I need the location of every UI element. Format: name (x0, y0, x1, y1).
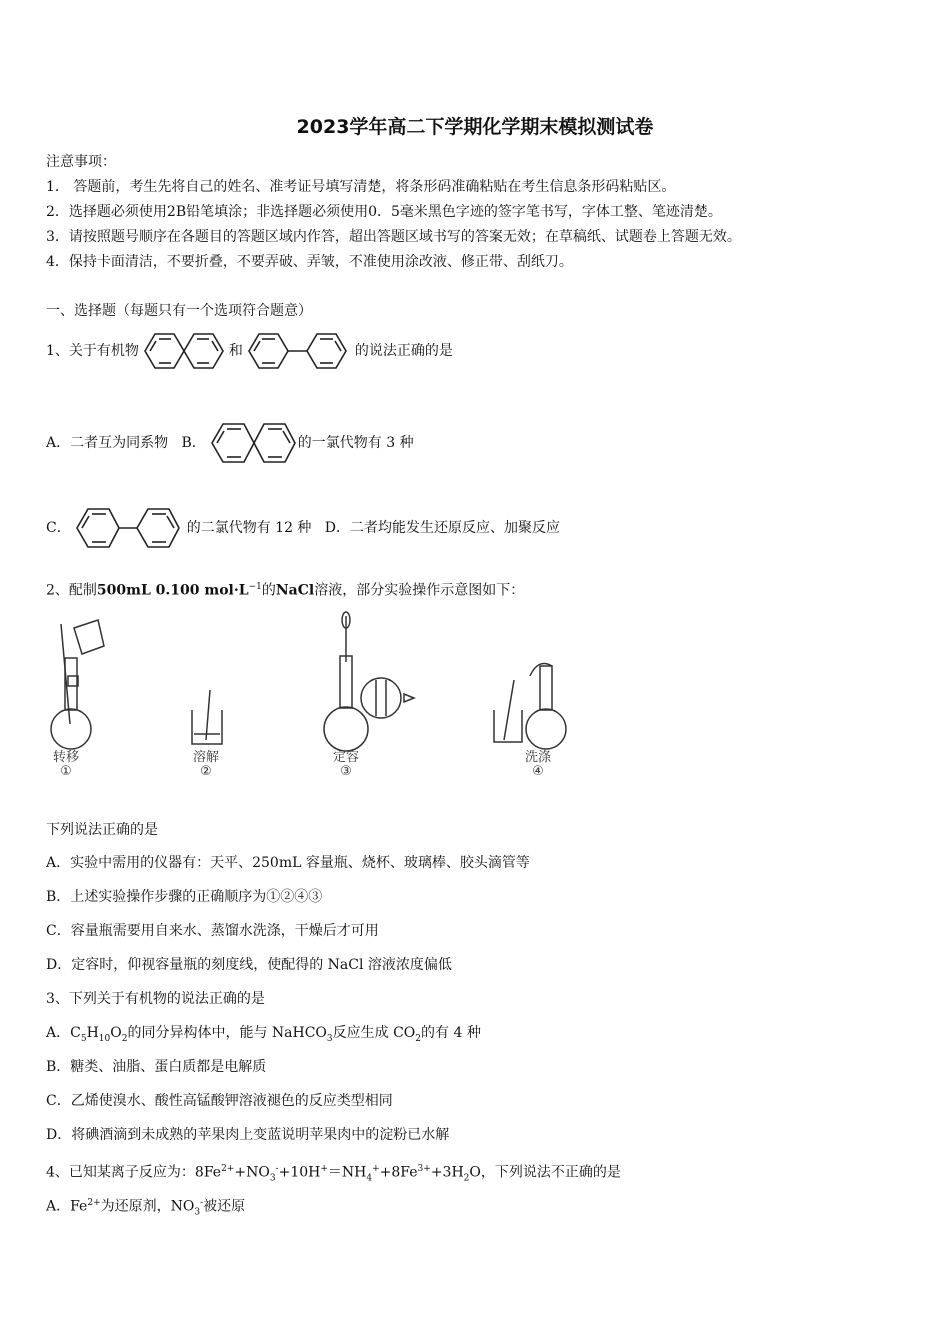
section-heading: 一、选择题（每题只有一个选项符合题意） (46, 303, 312, 319)
q4-p7: O，下列说法不正确的是 (469, 1164, 621, 1181)
q4-s5: 3+ (417, 1164, 431, 1174)
q4-stem (46, 1159, 621, 1188)
figure-label-4: 洗涤 (524, 750, 551, 765)
lab-operation-figure (46, 606, 576, 786)
q1-stem-c: 的说法正确的是 (354, 343, 453, 359)
q4-s2: 3 (269, 1173, 276, 1184)
figure-num-3: ③ (340, 764, 352, 779)
q4-a-s2: 3 (194, 1207, 201, 1218)
q4-p6: +3H (430, 1164, 464, 1181)
figure-label-1: 转移 (52, 750, 79, 765)
q2-stem-e: 溶液，部分实验操作示意图如下： (314, 582, 525, 599)
q3-a-1: A．C (46, 1025, 81, 1041)
notice-item-2: 2．选择题必须使用2B铅笔填涂；非选择题必须使用0．5毫米黑色字迹的签字笔书写，字体工整、笔迹清楚。 (46, 204, 722, 220)
q3-a-4: 的同分异构体中，能与 NaHCO (127, 1025, 327, 1041)
notice-item-3: 3．请按照题号顺序在各题目的答题区域内作答，超出答题区域书写的答案无效；在草稿纸、试题卷上答题无效。 (46, 229, 741, 245)
naphthalene-structure (139, 326, 229, 376)
q3-option-d: D．将碘酒滴到未成熟的苹果肉上变蓝说明苹果肉中的淀粉已水解 (46, 1127, 450, 1143)
q3-a-3: O (110, 1025, 122, 1041)
q4-p5: +8Fe (379, 1164, 418, 1181)
q3-a-6: 的有 4 种 (421, 1025, 481, 1041)
q1-stem-a: 1、关于有机物 (46, 343, 139, 359)
q4-p1: 4、已知某离子反应为：8Fe (46, 1164, 222, 1181)
q2-option-a: A．实验中需用的仪器有：天平、250mL 容量瓶、烧杯、玻璃棒、胶头滴管等 (46, 855, 530, 871)
q3-a-s4: 3 (326, 1033, 333, 1044)
q1-option-c-text: 的二氯代物有 12 种 (186, 520, 312, 536)
page-title: 2023学年高二下学期化学期末模拟测试卷 (296, 116, 654, 138)
q2-stem-d: NaCl (275, 582, 315, 599)
q4-a-1: A．Fe (46, 1198, 88, 1215)
q2-stem-a: 2、配制 (46, 582, 97, 599)
q1-options-ab (46, 408, 414, 478)
biphenyl-structure-c (71, 498, 187, 558)
q3-a-s1: 5 (80, 1033, 87, 1044)
figure-num-1: ① (60, 764, 72, 779)
q4-p4: ＝NH (327, 1164, 367, 1181)
q4-s3: + (320, 1164, 328, 1174)
notice-heading: 注意事项： (46, 154, 116, 170)
figure-label-2: 溶解 (192, 750, 219, 765)
q4-a-s2b: - (200, 1198, 204, 1208)
q1-option-d: D．二者均能发生还原反应、加聚反应 (324, 520, 561, 536)
q3-a-s2: 10 (98, 1033, 111, 1044)
q3-a-2: H (86, 1025, 99, 1041)
q4-a-3: 被还原 (203, 1198, 246, 1215)
q4-option-a (46, 1193, 245, 1222)
notice-item-4: 4．保持卡面清洁，不要折叠，不要弄破、弄皱，不准使用涂改液、修正带、刮纸刀。 (46, 254, 573, 270)
q4-p3: +10H (278, 1164, 321, 1181)
figure-label-3: 定容 (332, 750, 359, 765)
q4-s4: 4 (366, 1173, 373, 1184)
q3-stem: 3、下列关于有机物的说法正确的是 (46, 991, 265, 1007)
q2-stem (46, 577, 524, 601)
q3-a-5: 反应生成 CO (332, 1025, 416, 1041)
figure-num-4: ④ (532, 764, 544, 779)
q1-stem (46, 326, 453, 376)
q3-option-a (46, 1023, 481, 1049)
q4-p2: +NO (234, 1164, 270, 1181)
q1-option-c-prefix: C． (46, 520, 71, 536)
q2-option-d: D．定容时，仰视容量瓶的刻度线，使配得的 NaCl 溶液浓度偏低 (46, 957, 452, 973)
q4-a-s1: 2+ (87, 1198, 101, 1208)
q2-option-c: C．容量瓶需要用自来水、蒸馏水洗涤，干燥后才可用 (46, 923, 379, 939)
notice-item-1: 1． 答题前，考生先将自己的姓名、准考证号填写清楚，将条形码准确粘贴在考生信息条形码粘贴区。 (46, 179, 676, 195)
q3-option-b: B．糖类、油脂、蛋白质都是电解质 (46, 1059, 267, 1075)
q1-option-b-text: 的一氯代物有 3 种 (297, 435, 414, 451)
q3-a-s5: 2 (415, 1033, 422, 1044)
naphthalene-structure-b (206, 411, 298, 475)
q3-option-c: C．乙烯使溴水、酸性高锰酸钾溶液褪色的反应类型相同 (46, 1093, 393, 1109)
q1-option-b-prefix: B． (181, 435, 206, 451)
q4-a-2: 为还原剂，NO (100, 1198, 195, 1215)
q4-s2b: - (275, 1164, 279, 1174)
q4-s6: 2 (463, 1173, 470, 1184)
q2-stem-c: 的 (261, 582, 276, 599)
q4-s1: 2+ (221, 1164, 235, 1174)
lab-apparatus-illustration (46, 606, 576, 786)
q1-option-a: A．二者互为同系物 (46, 435, 169, 451)
q2-lead: 下列说法正确的是 (46, 822, 158, 838)
q4-s4b: + (372, 1164, 380, 1174)
q1-options-cd (46, 493, 560, 563)
q1-stem-b: 和 (228, 343, 243, 359)
q2-stem-b: 500mL 0.100 mol·L (96, 582, 249, 599)
q2-option-b: B．上述实验操作步骤的正确顺序为①②④③ (46, 889, 323, 905)
q3-a-s3: 2 (121, 1033, 128, 1044)
q2-stem-sup: −1 (248, 582, 262, 592)
biphenyl-structure (243, 326, 355, 376)
figure-num-2: ② (200, 764, 212, 779)
